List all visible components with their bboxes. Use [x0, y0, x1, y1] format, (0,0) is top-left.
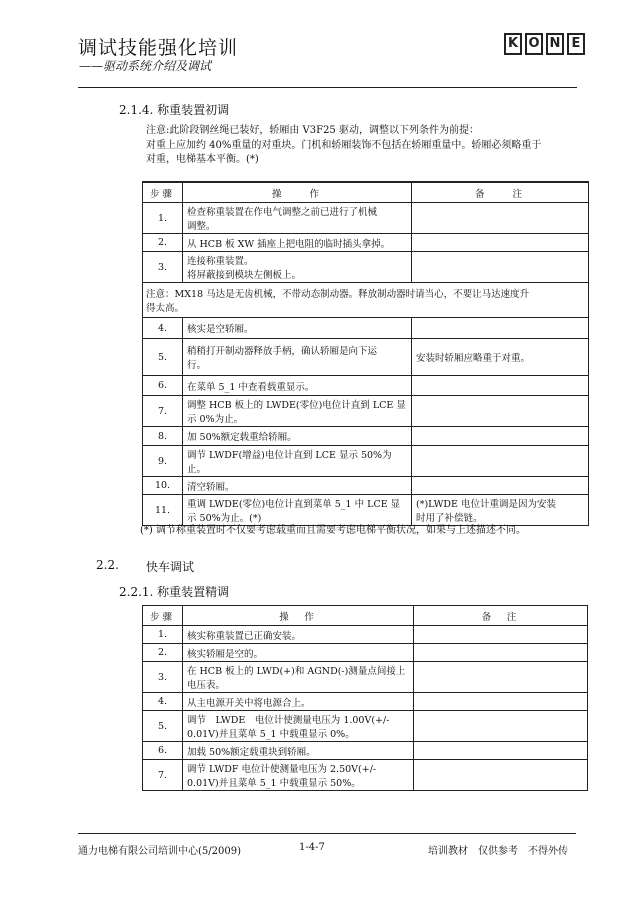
operation-line: 将屏蔽接到模块左侧板上。: [187, 270, 302, 281]
operation-line: 重调 LWDE(零位)电位计直到菜单 5_1 中 LCE 显: [187, 499, 401, 510]
operation-line: 清空轿厢。: [187, 481, 235, 493]
logo-letter: N: [546, 33, 564, 55]
remark-cell: [412, 339, 589, 376]
step-cell: 7.: [143, 760, 183, 791]
step-cell: 2.: [143, 644, 183, 662]
header-title: 调试技能强化培训: [78, 37, 239, 59]
logo-letter: E: [567, 33, 585, 55]
footer-right: 培训教材 仅供参考 不得外传: [428, 846, 568, 857]
remark-cell: [412, 234, 589, 252]
fine-tune-table: [142, 605, 588, 791]
calibration-table: [142, 181, 589, 526]
table-row: [143, 376, 589, 396]
remark-line: 时用了补偿链。: [416, 513, 483, 524]
step-cell: 6.: [143, 742, 183, 760]
remark-cell: [412, 376, 589, 396]
mid-note-cell: [143, 283, 589, 318]
operation-line: 核实称重装置已正确安装。: [187, 630, 302, 642]
table-row: [143, 644, 588, 662]
operation-line: 示 50%为止。(*): [187, 513, 262, 524]
logo-letter: K: [504, 33, 522, 55]
operation-cell: [183, 626, 414, 644]
operation-cell: [183, 203, 412, 234]
operation-line: 检查称重装置在作电气调整之前已进行了机械: [187, 207, 378, 218]
step-cell: 11.: [143, 495, 183, 526]
step-cell: 5.: [143, 711, 183, 742]
table-row: [143, 203, 589, 234]
operation-line: 调整 HCB 板上的 LWDE(零位)电位计直到 LCE 显: [187, 400, 406, 411]
operation-line: 在菜单 5_1 中查看载重显示。: [187, 381, 315, 393]
operation-cell: [183, 662, 414, 693]
remark-cell: [414, 711, 588, 742]
table-row: [143, 339, 589, 376]
remark-cell: [412, 318, 589, 339]
remark-cell: [412, 446, 589, 477]
remark-cell: [414, 742, 588, 760]
remark-cell: [414, 662, 588, 693]
mid-note-line: 注意：MX18 马达是无齿机械，不带动态制动器。释放制动器时请当心，不要让马达速度升: [146, 289, 530, 300]
operation-cell: [183, 396, 412, 427]
section-number-2-2: 2.2.: [96, 558, 119, 572]
table-row: [143, 693, 588, 711]
operation-line: 从 HCB 板 XW 插座上把电阻的临时插头拿掉。: [187, 238, 391, 250]
operation-line: 加 50%额定载重给轿厢。: [187, 432, 297, 443]
note-line: 注意:此阶段钢丝绳已装好，轿厢由 V3F25 驱动，调整以下列条件为前提：: [146, 125, 479, 136]
operation-line: 在 HCB 板上的 LWD(+)和 AGND(-)测量点间接上: [187, 666, 406, 677]
operation-line: 行。: [187, 360, 207, 371]
remark-cell: [412, 252, 589, 283]
col-header-step: 步骤: [143, 606, 183, 626]
step-cell: 10.: [143, 477, 183, 495]
table-header-row: [143, 182, 589, 203]
note-line: 对重，电梯基本平衡。(*): [146, 154, 259, 165]
table-header-row: [143, 606, 588, 626]
step-cell: 9.: [143, 446, 183, 477]
operation-line: 止。: [187, 464, 207, 475]
operation-line: 0.01V)并且菜单 5_1 中载重显示 0%。: [187, 729, 355, 740]
step-cell: 3.: [143, 252, 183, 283]
table-row: [143, 760, 588, 791]
operation-cell: [183, 376, 412, 396]
step-cell: 1.: [143, 203, 183, 234]
remark-line: (*)LWDE 电位计重调是因为安装: [416, 499, 556, 510]
remark-cell: [412, 396, 589, 427]
table-row: [143, 477, 589, 495]
operation-line: 加载 50%额定载重块到轿厢。: [187, 746, 316, 758]
step-cell: 2.: [143, 234, 183, 252]
operation-cell: [183, 339, 412, 376]
remark-cell: [414, 693, 588, 711]
operation-cell: [183, 252, 412, 283]
step-cell: 6.: [143, 376, 183, 396]
step-cell: 1.: [143, 626, 183, 644]
step-cell: 7.: [143, 396, 183, 427]
col-header-remark: 备 注: [414, 606, 588, 626]
operation-line: 0.01V)并且菜单 5_1 中载重显示 50%。: [187, 778, 361, 789]
table-row: [143, 711, 588, 742]
table-row: [143, 427, 589, 446]
table-footnote: (*) 调节称重装置时不仅要考虑载重而且需要考虑电梯平衡状况，如果与上述描述不同。: [140, 525, 526, 536]
table-row: [143, 446, 589, 477]
operation-line: 调节 LWDF 电位计使测量电压为 2.50V(+/-: [187, 764, 377, 775]
operation-line: 电压表。: [187, 680, 226, 691]
operation-cell: [183, 693, 414, 711]
section-heading-2-2-1: 2.2.1. 称重装置精调: [119, 585, 230, 599]
operation-line: 调节 LWDF(增益)电位计直到 LCE 显示 50%为: [187, 450, 392, 461]
section-title-2-2: 快车调试: [146, 560, 195, 574]
table-row: [143, 234, 589, 252]
step-cell: 8.: [143, 427, 183, 446]
table-row: [143, 495, 589, 526]
operation-cell: [183, 477, 412, 495]
step-cell: 3.: [143, 662, 183, 693]
section-heading-2-1-4: 2.1.4. 称重装置初调: [119, 103, 230, 117]
table-row: [143, 742, 588, 760]
table-row: [143, 396, 589, 427]
operation-line: 稍稍打开制动器释放手柄，确认轿厢是向下运: [187, 346, 378, 357]
operation-cell: [183, 742, 414, 760]
page-number: 1-4-7: [299, 842, 325, 853]
col-header-operation: 操 作: [183, 606, 414, 626]
step-cell: 4.: [143, 318, 183, 339]
logo-letter: O: [525, 33, 543, 55]
operation-cell: [183, 427, 412, 446]
operation-cell: [183, 446, 412, 477]
operation-cell: [183, 318, 412, 339]
operation-cell: [183, 495, 412, 526]
step-cell: 5.: [143, 339, 183, 376]
operation-cell: [183, 644, 414, 662]
operation-line: 连接称重装置。: [187, 256, 254, 267]
remark-cell: [414, 626, 588, 644]
step-cell: 4.: [143, 693, 183, 711]
operation-line: 从主电源开关中将电源合上。: [187, 697, 311, 709]
remark-cell: [414, 760, 588, 791]
col-header-step: 步骤: [143, 182, 183, 203]
mid-note-line: 得太高。: [146, 303, 185, 314]
header-rule: [78, 87, 577, 88]
operation-cell: [183, 760, 414, 791]
operation-line: 核实轿厢是空的。: [187, 648, 264, 660]
table-row: [143, 626, 588, 644]
footer-rule: [78, 833, 576, 834]
table-row: [143, 318, 589, 339]
kone-logo: [504, 33, 585, 55]
operation-cell: [183, 711, 414, 742]
footer-left: 通力电梯有限公司培训中心(5/2009): [78, 846, 241, 857]
remark-cell: [412, 203, 589, 234]
remark-cell: [412, 477, 589, 495]
table-row: [143, 252, 589, 283]
col-header-remark: 备 注: [412, 182, 589, 203]
note-line: 对重上应加约 40%重量的对重块。门机和轿厢装饰不包括在轿厢重量中。轿厢必须略重于: [146, 139, 542, 151]
remark-cell: [412, 495, 589, 526]
remark-cell: [414, 644, 588, 662]
section-note: [146, 124, 586, 168]
header-subtitle: ——驱动系统介绍及调试: [79, 59, 212, 73]
operation-line: 核实是空轿厢。: [187, 324, 254, 335]
remark-cell: [412, 427, 589, 446]
table-row-note: [143, 283, 589, 318]
operation-line: 调整。: [187, 221, 216, 232]
operation-cell: [183, 234, 412, 252]
operation-line: 示 0%为止。: [187, 414, 244, 425]
col-header-operation: 操 作: [183, 182, 412, 203]
operation-line: 调节 LWDE 电位计使测量电压为 1.00V(+/-: [187, 715, 390, 726]
remark-line: 安装时轿厢应略重于对重。: [416, 353, 531, 364]
table-row: [143, 662, 588, 693]
